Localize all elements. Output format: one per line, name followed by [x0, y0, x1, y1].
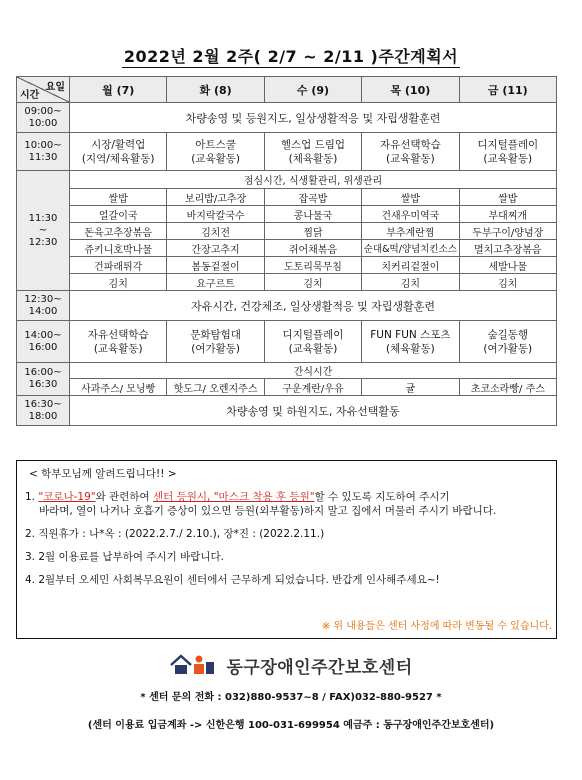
table-row — [17, 396, 557, 426]
snack-item: 초코소라빵/ 주스 — [459, 379, 556, 396]
day-header-mon: 월 (7) — [70, 77, 167, 103]
time-slot: 16:00~ 16:30 — [17, 363, 70, 396]
menu-item: 쌀밥 — [70, 189, 167, 206]
menu-item: 부대찌개 — [459, 206, 556, 223]
snack-item: 구운계란/우유 — [264, 379, 361, 396]
menu-item: 김치전 — [167, 223, 264, 240]
activity-cell: 문화탐험대 (여가활동) — [167, 321, 264, 363]
menu-item: 간장고추지 — [167, 240, 264, 257]
activity-span: 차량송영 및 하원지도, 자유선택활동 — [70, 396, 557, 426]
menu-item: 요구르트 — [167, 274, 264, 291]
menu-item: 쌀밥 — [362, 189, 459, 206]
lunch-header-row — [17, 171, 557, 189]
menu-item: 세발나물 — [459, 257, 556, 274]
menu-item: 김치 — [70, 274, 167, 291]
lunch-row — [17, 189, 557, 206]
snack-item: 귤 — [362, 379, 459, 396]
menu-item: 부추계란찜 — [362, 223, 459, 240]
activity-span: 자유시간, 건강체조, 일상생활적응 및 자립생활훈련 — [70, 291, 557, 321]
menu-item: 멸치고추장볶음 — [459, 240, 556, 257]
time-slot: 09:00~ 10:00 — [17, 103, 70, 133]
activity-cell: 자유선택학습 (교육활동) — [362, 133, 459, 171]
parent-notice-box — [16, 460, 557, 639]
day-header-thu: 목 (10) — [362, 77, 459, 103]
activity-cell: 시장/활력업 (지역/체육활동) — [70, 133, 167, 171]
table-row — [17, 291, 557, 321]
menu-item: 바지락칼국수 — [167, 206, 264, 223]
center-logo-icon — [169, 651, 215, 679]
menu-item: 김치 — [264, 274, 361, 291]
menu-item: 순대&떡/양념치킨소스 — [362, 240, 459, 257]
notice-item-4: 4. 2월부터 오세민 사회복무요원이 센터에서 근무하게 되었습니다. 반갑게 인사해주세요~! — [25, 574, 440, 586]
menu-item: 봄동겉절이 — [167, 257, 264, 274]
menu-item: 김치 — [459, 274, 556, 291]
lunch-row — [17, 223, 557, 240]
activity-span: 차량송영 및 등원지도, 일상생활적응 및 자립생활훈련 — [70, 103, 557, 133]
menu-item: 건새우미역국 — [362, 206, 459, 223]
activity-cell: 자유선택학습 (교육활동) — [70, 321, 167, 363]
day-header-fri: 금 (11) — [459, 77, 556, 103]
center-name: 동구장애인주간보호센터 — [226, 657, 413, 678]
day-header-tue: 화 (8) — [167, 77, 264, 103]
menu-item: 건파래튀각 — [70, 257, 167, 274]
table-row — [17, 321, 557, 363]
menu-item: 콩나물국 — [264, 206, 361, 223]
time-slot: 12:30~ 14:00 — [17, 291, 70, 321]
menu-item: 얼갈이국 — [70, 206, 167, 223]
activity-cell: 디지털플레이 (교육활동) — [264, 321, 361, 363]
menu-item: 보리밥/고추장 — [167, 189, 264, 206]
menu-item: 도토리묵무침 — [264, 257, 361, 274]
notice-heading: < 학부모님께 알려드립니다!! > — [29, 468, 177, 480]
notice-item-3: 3. 2월 이용료를 납부하여 주시기 바랍니다. — [25, 551, 225, 563]
activity-cell: 디지털플레이 (교육활동) — [459, 133, 556, 171]
time-slot: 14:00~ 16:00 — [17, 321, 70, 363]
lunch-row — [17, 240, 557, 257]
corner-day-label: 요일 — [45, 82, 65, 93]
menu-item: 김치 — [362, 274, 459, 291]
menu-item: 쥬키니호박나물 — [70, 240, 167, 257]
snack-item: 사과주스/ 모닝빵 — [70, 379, 167, 396]
menu-item: 치커리겉절이 — [362, 257, 459, 274]
time-slot: 10:00~ 11:30 — [17, 133, 70, 171]
snack-header: 간식시간 — [70, 363, 557, 379]
page-title: 2022년 2월 2주( 2/7 ~ 2/11 )주간계획서 — [123, 47, 459, 66]
corner-cell — [17, 77, 70, 103]
center-branding — [0, 651, 582, 679]
activity-cell: 헬스업 드림업 (체육활동) — [264, 133, 361, 171]
activity-cell: 아트스쿨 (교육활동) — [167, 133, 264, 171]
corner-time-label: 시간 — [20, 90, 40, 101]
menu-item: 찜닭 — [264, 223, 361, 240]
contact-info: * 센터 문의 전화 : 032)880-9537~8 / FAX)032-880-9527 * — [140, 692, 442, 703]
activity-cell: 숲길동행 (여가활동) — [459, 321, 556, 363]
activity-cell: FUN FUN 스포츠 (체육활동) — [362, 321, 459, 363]
menu-item: 돈육고추장볶음 — [70, 223, 167, 240]
lunch-row — [17, 206, 557, 223]
snack-header-row — [17, 363, 557, 379]
notice-item-1: 1. "코로나-19"와 관련하여 센터 등원시, "마스크 착용 후 등원"할 수 있도록 지도하여 주시기 바라며, 열이 나거나 호흡기 증상이 있으면 등원(외부활동)하지 말고 집에서 머물러 주시기 바랍니다. — [25, 491, 497, 517]
table-row — [17, 133, 557, 171]
menu-item: 쌀밥 — [459, 189, 556, 206]
notice-highlight-covid: "코로나-19" — [38, 491, 96, 503]
menu-item: 쥐어채볶음 — [264, 240, 361, 257]
time-slot: 11:30 ~ 12:30 — [17, 171, 70, 291]
day-header-wed: 수 (9) — [264, 77, 361, 103]
weekly-schedule-table — [16, 76, 557, 426]
notice-footnote: ※ 위 내용들은 센터 사정에 따라 변동될 수 있습니다. — [321, 621, 552, 632]
lunch-row — [17, 274, 557, 291]
table-row — [17, 103, 557, 133]
header-row — [17, 77, 557, 103]
menu-item: 잡곡밥 — [264, 189, 361, 206]
bank-account-info: (센터 이용료 입금계좌 -> 신한은행 100-031-699954 예금주 : 동구장애인주간보호센터) — [87, 720, 495, 731]
snack-row — [17, 379, 557, 396]
notice-highlight-mask: 센터 등원시, "마스크 착용 후 등원" — [153, 491, 315, 503]
time-slot: 16:30~ 18:00 — [17, 396, 70, 426]
lunch-row — [17, 257, 557, 274]
menu-item: 두부구이/양념장 — [459, 223, 556, 240]
lunch-header: 점심시간, 식생활관리, 위생관리 — [70, 171, 557, 189]
notice-item-2: 2. 직원휴가 : 나*옥 : (2022.2.7./ 2.10.), 장*진 : (2022.2.11.) — [25, 528, 325, 540]
snack-item: 핫도그/ 오렌지주스 — [167, 379, 264, 396]
